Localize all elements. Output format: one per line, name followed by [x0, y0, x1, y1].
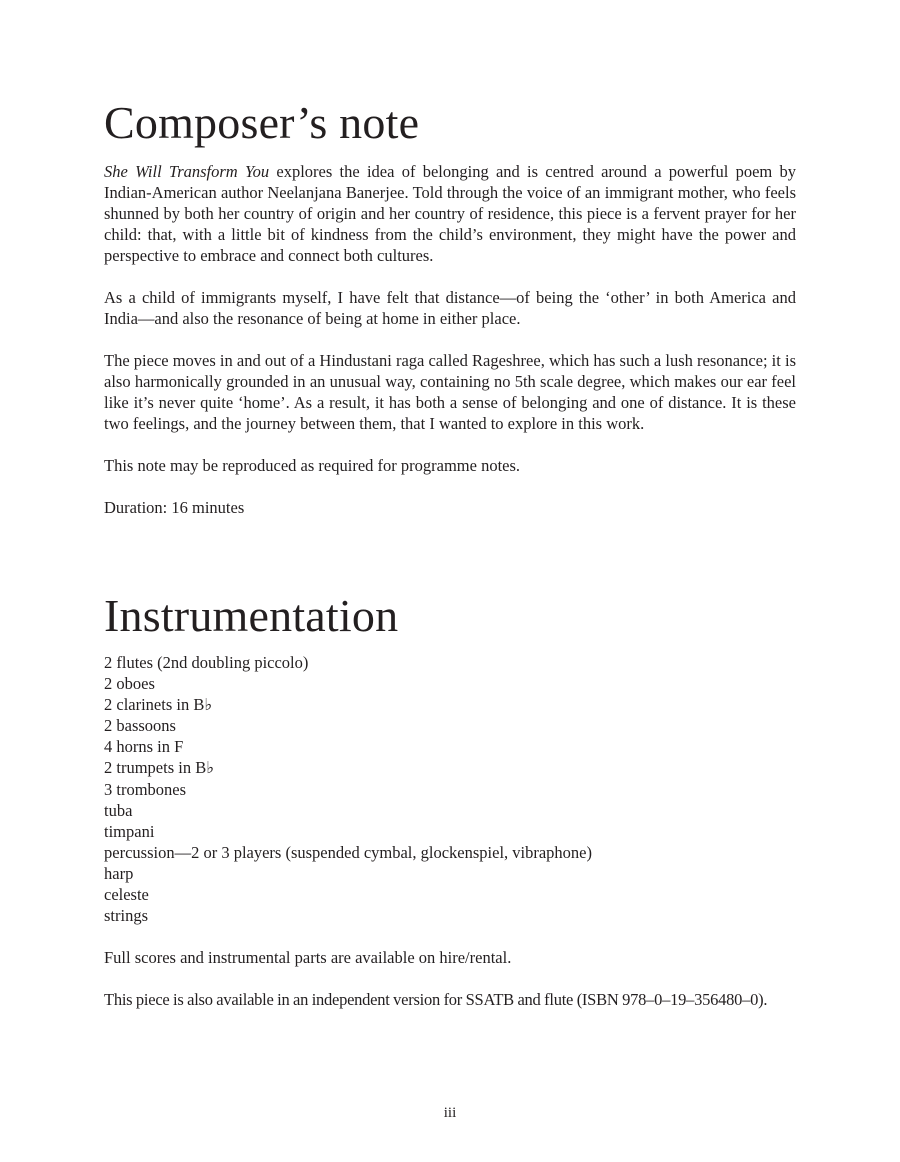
version-note: This piece is also available in an independent version for SSATB and flute (ISBN 978–0–19–356480–0). — [104, 990, 768, 1010]
instrument-list-item: 2 flutes (2nd doubling piccolo) — [104, 653, 309, 672]
note-paragraph-3: The piece moves in and out of a Hindustani raga called Rageshree, which has such a lush resonance; it is also harmonically grounded in an unusual way, containing no 5th scale degree, which makes our ear feel like it’s never quite ‘home’. As a result, it has both a sense of belonging and one of distance. It is these two feelings, and the journey between them, that I wanted to explore in this work. — [104, 351, 796, 433]
composers-note-heading: Composer’s note — [104, 97, 420, 148]
instrument-list-item: 3 trombones — [104, 779, 187, 799]
instrument-list-item: harp — [104, 863, 134, 883]
instrument-list-item: 2 oboes — [104, 674, 155, 694]
instrument-list-item: timpani — [104, 821, 155, 841]
note-paragraph-1-text: explores the idea of belonging and is centred around a powerful poem by Indian-American author Neelanjana Banerjee. Told through the voice of an immigrant mother, who feels shunned by both her country of origin and her country of residence, this piece is a fervent prayer for her child: that, with a little bit of kindness from the child’s environment, they might have the power and perspective to embrace and connect both cultures. — [104, 162, 797, 265]
instrument-list-item: 2 clarinets in B♭ — [104, 695, 213, 715]
instrument-list-item: 2 trumpets in B♭ — [104, 758, 214, 778]
instrument-list-item: 4 horns in F — [104, 737, 184, 757]
instrumentation-heading: Instrumentation — [104, 590, 399, 641]
work-title: She Will Transform You — [104, 162, 270, 181]
instrument-list-item: 2 bassoons — [104, 716, 176, 736]
page-number: iii — [443, 1105, 457, 1121]
instrument-list-item: tuba — [104, 800, 133, 820]
duration-text: Duration: 16 minutes — [104, 498, 245, 517]
composers-note-body — [104, 161, 796, 539]
instrument-list — [104, 652, 796, 926]
note-paragraph-1 — [104, 161, 796, 266]
instrument-list-item: strings — [104, 906, 149, 926]
instrumentation-body — [104, 652, 796, 1031]
instrument-list-item: celeste — [104, 885, 149, 905]
instrument-list-item: percussion—2 or 3 players (suspended cymbal, glockenspiel, vibraphone) — [104, 842, 592, 862]
hire-note: Full scores and instrumental parts are available on hire/rental. — [104, 948, 512, 968]
note-paragraph-4: This note may be reproduced as required for programme notes. — [104, 456, 521, 475]
instrumentation-notes — [104, 947, 796, 1010]
note-paragraph-2: As a child of immigrants myself, I have felt that distance—of being the ‘other’ in both America and India—and also the resonance of being at home in either place. — [104, 288, 796, 328]
